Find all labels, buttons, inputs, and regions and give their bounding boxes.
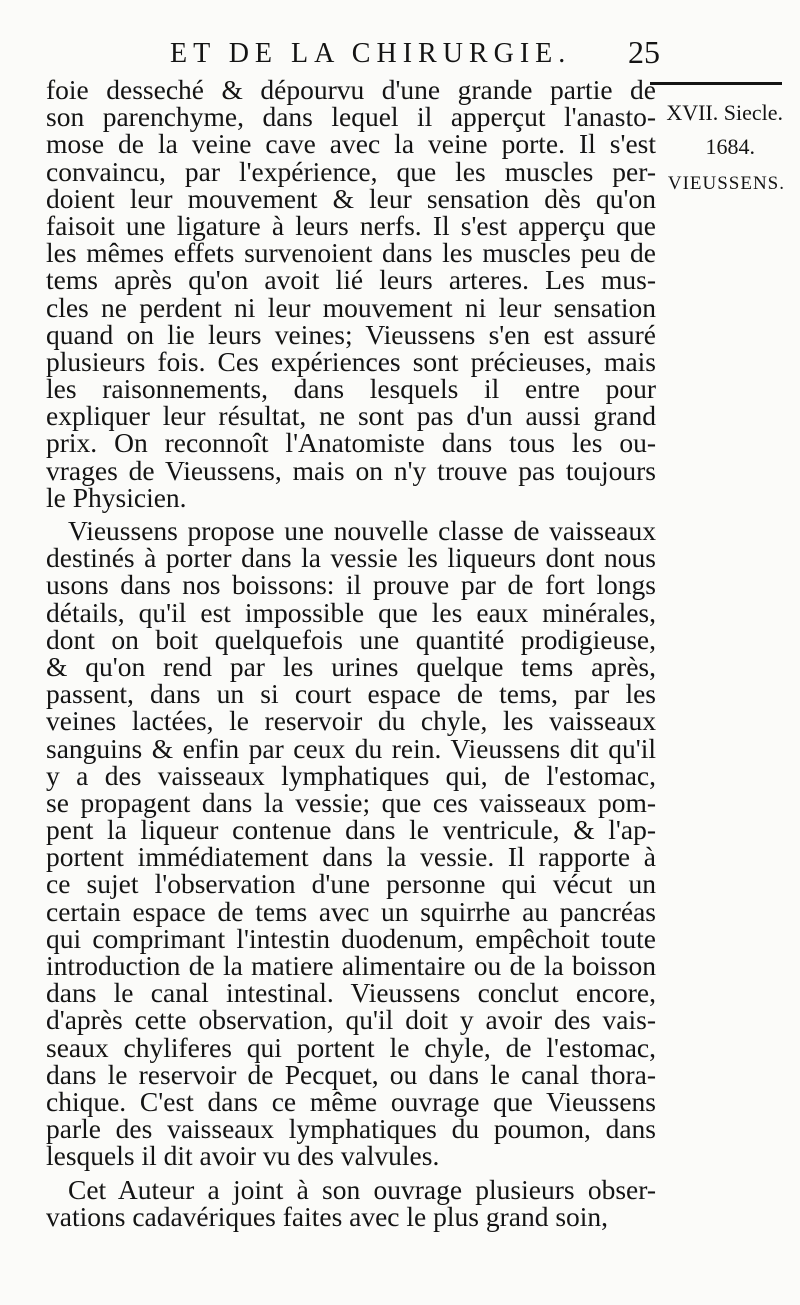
text-line: son parenchyme, dans lequel il apperçut l'anasto- bbox=[46, 101, 656, 133]
text-line: le Physicien. bbox=[46, 481, 187, 513]
text-line: y a des vaisseaux lymphatiques qui, de l'estomac, bbox=[46, 759, 656, 791]
running-title: ET DE LA CHIRURGIE. bbox=[170, 38, 572, 69]
page-number: 25 bbox=[628, 34, 660, 70]
text-line: convaincu, par l'expérience, que les muscles per- bbox=[46, 155, 656, 187]
text-line: détails, qu'il est impossible que les eaux minérales, bbox=[46, 596, 656, 628]
running-header bbox=[150, 30, 660, 70]
text-line: pent la liqueur contenue dans le ventricule, & l'ap- bbox=[46, 814, 656, 846]
paragraph bbox=[46, 1173, 656, 1232]
text-line: dans le reservoir de Pecquet, ou dans le canal thora- bbox=[46, 1058, 656, 1090]
text-line: seaux chyliferes qui portent le chyle, de l'estomac, bbox=[46, 1031, 656, 1063]
text-line: ce sujet l'observation d'une personne qui vécut un bbox=[46, 868, 656, 900]
text-line: prix. On reconnoît l'Anatomiste dans tous les ou- bbox=[46, 427, 656, 459]
text-line: dans le canal intestinal. Vieussens conclut encore, bbox=[46, 977, 656, 1009]
text-line: les mêmes effets survenoient dans les muscles peu de bbox=[46, 237, 656, 269]
paragraph bbox=[46, 76, 656, 511]
text-line: & qu'on rend par les urines quelque tems après, bbox=[46, 650, 656, 682]
text-line: faisoit une ligature à leurs nerfs. Il s'est apperçu que bbox=[46, 209, 656, 241]
text-line: usons dans nos boissons: il prouve par de fort longs bbox=[46, 569, 656, 601]
text-line: doient leur mouvement & leur sensation dès qu'on bbox=[46, 182, 656, 214]
paragraph bbox=[46, 517, 656, 1170]
text-line: qui comprimant l'intestin duodenum, empêchoit toute bbox=[46, 922, 656, 954]
body-text bbox=[46, 76, 656, 1230]
text-line: cles ne perdent ni leur mouvement ni leur sensation bbox=[46, 291, 656, 323]
margin-century: XVII. Siecle. bbox=[666, 100, 783, 125]
text-line: passent, dans un si court espace de tems, par les bbox=[46, 678, 656, 710]
text-line: destinés à porter dans la vessie les liqueurs dont nous bbox=[46, 542, 656, 574]
text-line: Vieussens propose une nouvelle classe de vaisseaux bbox=[68, 515, 656, 546]
text-line: vrages de Vieussens, mais on n'y trouve pas toujours bbox=[46, 454, 656, 486]
text-line: foie desseché & dépourvu d'une grande partie de bbox=[46, 74, 656, 105]
text-line: les raisonnements, dans lesquels il entre pour bbox=[46, 373, 656, 405]
text-line: se propagent dans la vessie; que ces vaisseaux pom- bbox=[46, 786, 656, 818]
text-line: lesquels il dit avoir vu des valvules. bbox=[46, 1140, 440, 1172]
text-line: expliquer leur résultat, ne sont pas d'un aussi grand bbox=[46, 400, 656, 432]
text-line: certain espace de tems avec un squirrhe au pancréas bbox=[46, 895, 656, 927]
text-line: mose de la veine cave avec la veine porte. Il s'est bbox=[46, 128, 656, 160]
text-line: quand on lie leurs veines; Vieussens s'en est assuré bbox=[46, 318, 656, 350]
text-line: plusieurs fois. Ces expériences sont précieuses, mais bbox=[46, 345, 656, 377]
text-line: portent immédiatement dans la vessie. Il rapporte à bbox=[46, 841, 656, 873]
text-line: parle des vaisseaux lymphatiques du poumon, dans bbox=[46, 1113, 656, 1145]
text-line: veines lactées, le reservoir du chyle, les vaisseaux bbox=[46, 705, 656, 737]
text-line: chique. C'est dans ce même ouvrage que Vieussens bbox=[46, 1085, 656, 1117]
text-line: Cet Auteur a joint à son ouvrage plusieurs obser- bbox=[68, 1173, 656, 1205]
text-line: d'après cette observation, qu'il doit y avoir des vais- bbox=[46, 1004, 656, 1036]
text-line: dont on boit quelquefois une quantité prodigieuse, bbox=[46, 623, 656, 655]
margin-rule bbox=[650, 82, 782, 85]
margin-year: 1684. bbox=[705, 134, 755, 159]
text-line: tems après qu'on avoit lié leurs arteres. Les mus- bbox=[46, 264, 656, 296]
margin-author: VIEUSSENS. bbox=[667, 173, 785, 194]
text-line: sanguins & enfin par ceux du rein. Vieussens dit qu'il bbox=[46, 732, 656, 764]
text-line: introduction de la matiere alimentaire ou de la boisson bbox=[46, 950, 656, 981]
text-line: vations cadavériques faites avec le plus grand soin, bbox=[46, 1200, 609, 1232]
